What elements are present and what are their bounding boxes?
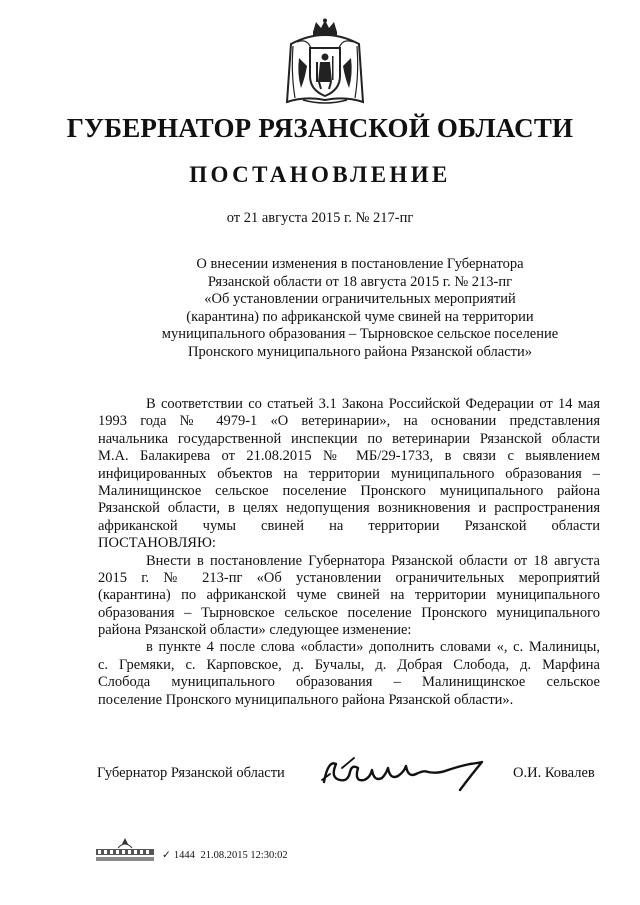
body-line: Слобода муниципального образования – Малинищинское сельское <box>98 674 600 691</box>
document-type: ПОСТАНОВЛЕНИЕ <box>189 162 451 187</box>
document-body <box>98 396 600 709</box>
registration-stamp <box>162 849 291 861</box>
body-line: образования – Тырновское сельское поселение Пронского муниципального <box>98 604 600 621</box>
body-line: начальника государственной инспекции по ветеринарии Рязанской области <box>98 430 600 447</box>
check-mark-icon: ✓ <box>162 850 171 861</box>
document-system-logo-icon <box>92 836 158 866</box>
body-line: 2015 г. № 213-пг «Об установлении ограничительных мероприятий <box>98 569 600 586</box>
body-line: Рязанской области, в целях недопущения возникновения и распространения <box>98 500 600 517</box>
coat-of-arms-icon <box>283 18 367 108</box>
signatory-name: О.И. Ковалев <box>513 765 595 781</box>
body-line: Малинищинское сельское поселение Пронского муниципального района <box>98 482 600 499</box>
body-line: М.А. Балакирева от 21.08.2015 № МБ/29-1733, в связи с выявлением <box>98 448 600 465</box>
body-line: 1993 года № 4979-1 «О ветеринарии», на основании представления <box>98 413 600 430</box>
subject-line: О внесении изменения в постановление Губернатора <box>196 256 524 272</box>
body-line: В соответствии со статьей 3.1 Закона Российской Федерации от 14 мая <box>146 396 600 412</box>
body-line: Внести в постановление Губернатора Рязанской области от 18 августа <box>146 552 600 569</box>
registration-timestamp: 21.08.2015 12:30:02 <box>200 850 288 861</box>
signatory-title: Губернатор Рязанской области <box>97 765 285 781</box>
subject-line: Рязанской области от 18 августа 2015 г. № 213-пг <box>207 273 513 290</box>
body-line: района Рязанской области» следующее изменение: <box>98 622 412 639</box>
subject-line: (карантина) по африканской чуме свиней на территории <box>186 308 534 325</box>
body-line: инфицированных объектов на территории муниципального образования – <box>98 465 600 482</box>
registration-number: 1444 <box>173 850 195 861</box>
body-line: в пункте 4 после слова «области» дополнить словами «, с. Малиницы, <box>146 639 600 656</box>
subject-line: «Об установлении ограничительных мероприятий <box>204 291 516 308</box>
handwritten-signature <box>320 752 490 797</box>
decree-word: ПОСТАНОВЛЯЮ: <box>98 535 216 552</box>
subject-line: Пронского муниципального района Рязанской области» <box>187 343 532 360</box>
document-subject <box>140 256 580 362</box>
issuer-title: ГУБЕРНАТОР РЯЗАНСКОЙ ОБЛАСТИ <box>66 113 574 143</box>
body-line: (карантина) по африканской чуме свиней на территории муниципального <box>98 587 600 604</box>
body-line: поселение Пронского муниципального района Рязанской области». <box>98 691 514 708</box>
document-date-number: от 21 августа 2015 г. № 217-пг <box>226 210 414 226</box>
subject-line: муниципального образования – Тырновское сельское поселение <box>161 326 559 343</box>
body-line: африканской чумы свиней на территории Рязанской области <box>98 517 600 534</box>
body-line: с. Гремяки, с. Карповское, д. Бучалы, д. Добрая Слобода, д. Марфина <box>98 656 600 673</box>
